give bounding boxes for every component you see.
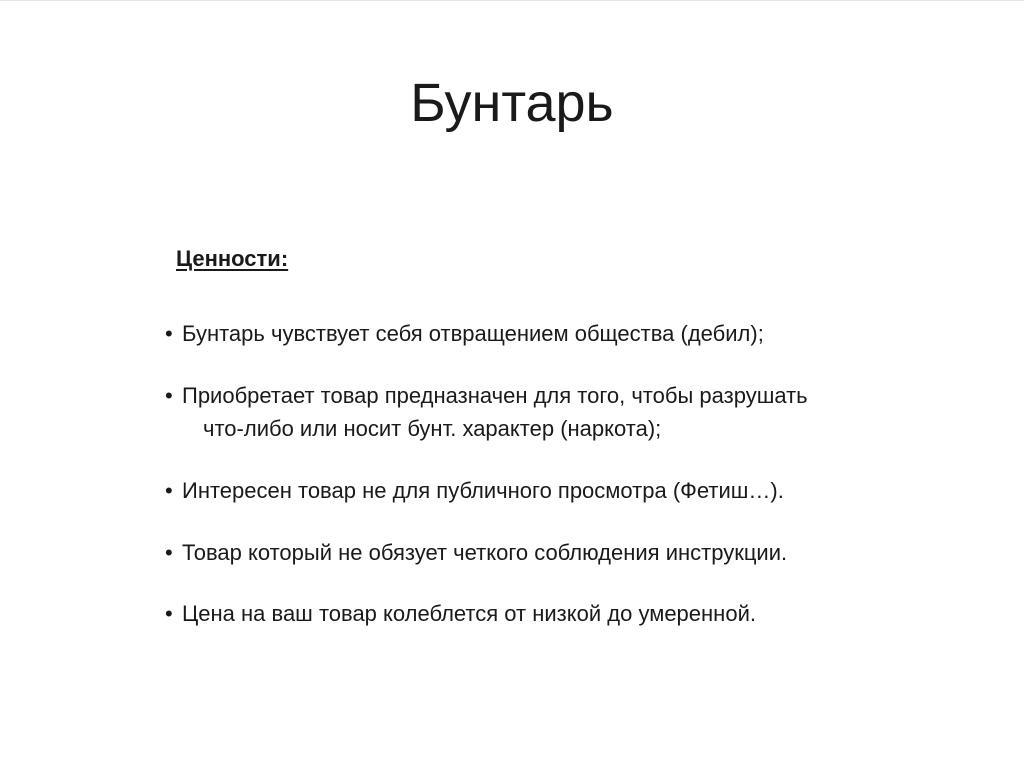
list-item: [165, 379, 808, 445]
bullet-text: Интересен товар не для публичного просмотра (Фетиш…).: [182, 478, 784, 503]
bullet-marker: •: [165, 601, 173, 626]
bullet-text-continuation: что-либо или носит бунт. характер (наркота);: [203, 416, 662, 441]
list-item: [165, 474, 784, 507]
bullet-text: Товар который не обязует четкого соблюдения инструкции.: [182, 540, 788, 565]
bullet-text: Бунтарь чувствует себя отвращением общества (дебил);: [182, 321, 764, 346]
bullet-marker: •: [165, 478, 173, 503]
list-item: [165, 597, 756, 630]
bullet-marker: •: [165, 540, 173, 565]
values-heading: Ценности:: [176, 246, 289, 271]
bullet-marker: •: [165, 321, 173, 346]
list-item: [165, 317, 764, 350]
bullet-text: Приобретает товар предназначен для того, чтобы разрушать: [182, 383, 808, 408]
bullet-marker: •: [165, 383, 173, 408]
list-item: [165, 536, 787, 569]
bullet-text: Цена на ваш товар колеблется от низкой до умеренной.: [182, 601, 756, 626]
slide-title: Бунтарь: [410, 73, 614, 133]
